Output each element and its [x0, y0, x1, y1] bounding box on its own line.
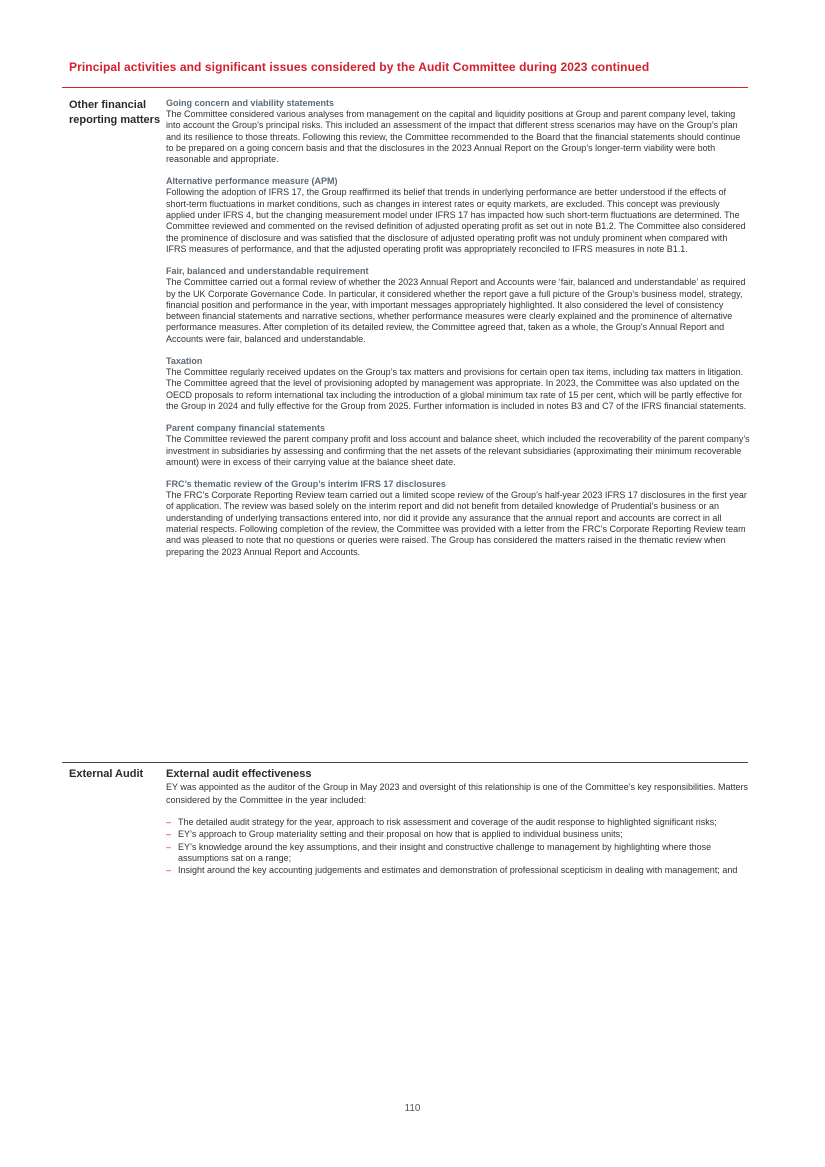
page-number: 110 [404, 1103, 421, 1114]
section-body-fair-balanced: The Committee carried out a formal review of whether the 2023 Annual Report and Accounts were ‘fair, balanced and understandable’ as required by the UK Corporate Governance Code. In particular, it considered whether the report gave a full picture of the Group’s business model, strategy, financial position and performance in the year, with important messages appropriately highlighted. It also considered the level of consistency between financial statements and narrative sections, whether performance measures were clearly explained and the prominence of alternative performance measures. After completion of its detailed review, the Committee agreed that, taken as a whole, the Group’s Annual Report and Accounts were fair, balanced and understandable. [166, 277, 746, 344]
dash-bullet-icon: – [166, 817, 172, 827]
section-body-external-audit-effectiveness: EY was appointed as the auditor of the Group in May 2023 and oversight of this relationship is one of the Committee’s key responsibilities. Matters considered by the Committee in the year included: [166, 782, 748, 805]
section-body-apm: Following the adoption of IFRS 17, the Group reaffirmed its belief that trends in underlying performance are better understood if the effects of short-term fluctuations in market conditions, such as changes in interest rates or equity markets, are excluded. This concept was previously applied under IFRS 4, but the changing measurement model under IFRS 17 has impacted how such short-term fluctuations are determined. The Committee reviewed and commented on the revised definition of adjusted operating profit as set out in note B1.2. The Committee also considered the prominence of disclosure and was satisfied that the disclosure of adjusted operating profit was not unduly prominent when compared with IFRS measures of performance, and that the adjusted operating profit was appropriately reconciled to IFRS measures in note B1.1. [166, 187, 746, 254]
dash-bullet-icon: – [166, 865, 172, 876]
section-heading-parent-company: Parent company financial statements [166, 423, 326, 434]
page-title: Principal activities and significant issues considered by the Audit Committee during 2023 continued [69, 60, 650, 74]
section-heading-frc-review: FRC’s thematic review of the Group’s interim IFRS 17 disclosures [166, 479, 446, 490]
list-item [166, 865, 750, 876]
section-body-taxation: The Committee regularly received updates on the Group’s tax matters and provisions for certain open tax items, including tax matters in litigation. The Committee agreed that the level of provisioning adopted by management was appropriate. In 2023, the Committee was also updated on the OECD proposals to reform international tax including the introduction of a global minimum tax rate of 15 per cent, which will be partly effective for the Group in 2024 and fully effective for the Group from 2025. Further information is included in notes B3 and C7 of the IFRS financial statements. [166, 367, 747, 411]
list-item [166, 817, 750, 828]
dash-bullet-icon: – [166, 841, 172, 852]
section-heading-fair-balanced: Fair, balanced and understandable requirement [166, 266, 369, 277]
title-divider [62, 87, 748, 88]
list-item-text: EY’s knowledge around the key assumptions, and their insight and constructive challenge to management by highlighting where those assumptions sat on a range; [178, 841, 712, 863]
row-label-other-financial-reporting: Other financial reporting matters [69, 99, 161, 126]
section-heading-external-audit-effectiveness: External audit effectiveness [166, 768, 312, 780]
row-divider [62, 762, 748, 763]
list-item-text: The detailed audit strategy for the year, approach to risk assessment and coverage of the audit response to highlighted significant risks; [178, 817, 717, 827]
row-body-other-financial-reporting [166, 98, 750, 569]
dash-bullet-icon: – [166, 829, 172, 840]
matters-list [166, 817, 750, 876]
section-heading-apm: Alternative performance measure (APM) [166, 176, 338, 187]
section-heading-taxation: Taxation [166, 356, 203, 367]
section-heading-going-concern: Going concern and viability statements [166, 98, 335, 108]
section-body-parent-company: The Committee reviewed the parent company profit and loss account and balance sheet, which included the recoverability of the parent company’s investment in subsidiaries by assessing and confirming that the net assets of the relevant subsidiaries (approximating their minimum recoverable amount) were in excess of their carrying value at the balance sheet date. [166, 434, 750, 467]
list-item-text: Insight around the key accounting judgements and estimates and demonstration of professional scepticism in dealing with management; and [178, 865, 738, 876]
list-item-text: EY’s approach to Group materiality setting and their proposal on how that is applied to individual business units; [178, 829, 623, 840]
row-body-external-audit [166, 767, 750, 877]
row-label-external-audit: External Audit [69, 768, 144, 780]
list-item [166, 829, 750, 840]
list-item [166, 842, 750, 865]
section-body-frc-review: The FRC’s Corporate Reporting Review team carried out a limited scope review of the Group’s half-year 2023 IFRS 17 disclosures in the first year of application. The review was based solely on the interim report and did not benefit from detailed knowledge of Prudential’s business or an understanding of underlying transactions entered into, nor did it provide any assurance that the annual report and accounts are correct in all material respects. Following completion of the review, the Committee was provided with a letter from the FRC’s Corporate Reporting Review team and was pleased to note that no questions or queries were raised. The Group has considered the matters raised in the thematic review when preparing the 2023 Annual Report and Accounts. [166, 490, 747, 557]
section-body-going-concern: The Committee considered various analyses from management on the capital and liquidity positions at Group and parent company level, taking into account the Group’s principal risks. This included an assessment of the impact that different stress scenarios may have on the Group’s plan and its resilience to those threats. Following this review, the Committee recommended to the Board that the financial statements should continue to be prepared on a going concern basis and that the disclosures in the 2023 Annual Report on the Group’s longer-term viability were both reasonable and appropriate. [166, 109, 741, 165]
